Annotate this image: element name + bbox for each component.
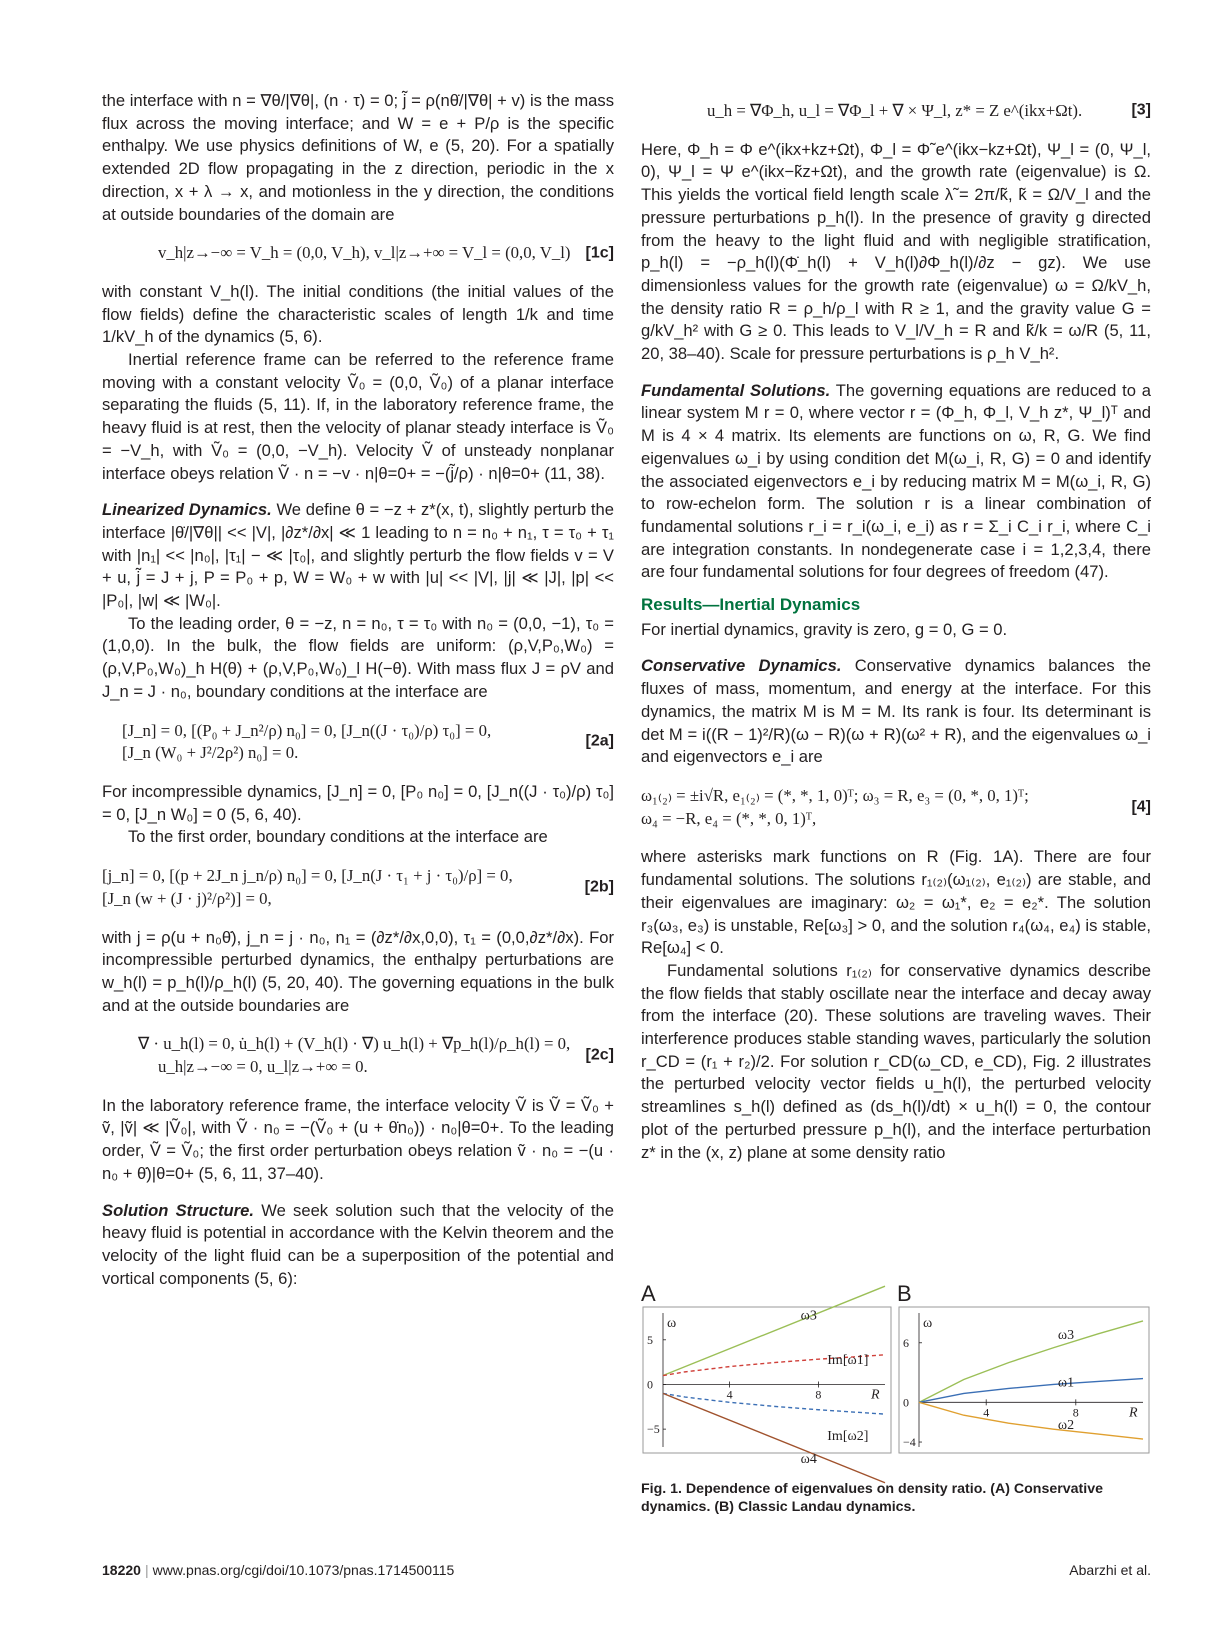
paragraph: To the first order, boundary conditions at the interface are: [128, 827, 548, 847]
x-axis-label: R: [871, 1387, 880, 1403]
figure-caption: Fig. 1. Dependence of eigenvalues on density ratio. (A) Conservative dynamics. (B) Classic Landau dynamics.: [641, 1481, 1103, 1515]
y-tick-label: 0: [647, 1377, 653, 1392]
footer-separator: |: [144, 1562, 149, 1578]
equation-line: [J_n (w + (J · j)²/ρ²)] = 0,: [102, 888, 272, 908]
equation-line: [j_n] = 0, [(p + 2J_n j_n/ρ) n₀] = 0, [J_n(J · τ₁ + j · τ₀)/ρ] = 0,: [102, 866, 513, 886]
x-tick-label: 4: [983, 1405, 990, 1420]
series-line-im2: [663, 1393, 885, 1414]
equation-tag: [2b]: [584, 878, 614, 896]
section-heading: Results—Inertial Dynamics: [641, 595, 861, 615]
run-in-heading: Conservative Dynamics.: [641, 656, 842, 676]
footer-authors: Abarzhi et al.: [1069, 1562, 1151, 1578]
x-axis-label: R: [1129, 1405, 1138, 1421]
paragraph: with constant V_h(l). The initial conditions (the initial values of the flow fields) define the characteristic scales of length 1/k and time 1/kV_h of the dynamics (5, 6).: [102, 281, 614, 347]
equation-tag: [2a]: [585, 732, 614, 750]
paragraph: the interface with n = ∇θ/|∇θ|, (n · τ) = 0; j̃ = ρ(nθ̇/|∇θ| + v) is the mass flux across the moving interface; and W = e + P/ρ is the specific enthalpy. We use physics definitions of W, e (5, 20). For a spatially extended 2D flow propagating in the z direction, periodic in the x direction, x + λ → x, and motionless in the y direction, the conditions at outside boundaries of the domain are: [102, 91, 614, 224]
paragraph: with j = ρ(u + n₀θ̇), j_n = j · n₀, n₁ = (∂z*/∂x,0,0), τ₁ = (0,0,∂z*/∂x). For incompressible perturbed dynamics, the enthalpy perturbations are w_h(l) = p_h(l)/ρ_h(l) (5, 20, 40). The governing equations in the bulk and at the outside boundaries are: [102, 927, 614, 1015]
paragraph-text: The governing equations are reduced to a linear system M r = 0, where vector r = (Φ_h, Φ_l, V_h z*, Ψ_l)ᵀ and M is 4 × 4 matrix. Its elements are functions on ω, R, G. We find eigenvalues ω_i by using condition det M(ω_i, R, G) = 0 and identify the associated eigenvectors e_i by reducing matrix M = M(ω_i, R, G) to row-echelon form. The solution r is a linear combination of fundamental solutions r_i = r_i(ω_i, e_i) as r = Σ_i C_i r_i, where C_i are integration constants. In nondegenerate case i = 1,2,3,4, there are four fundamental solutions for four degrees of freedom (47).: [641, 380, 1151, 582]
right-column: [641, 90, 1151, 1164]
series-annotation: ω2: [1057, 1418, 1075, 1434]
equation-line: [J_n (W₀ + J²/2ρ²) n₀] = 0.: [122, 743, 299, 763]
footer-url: www.pnas.org/cgi/doi/10.1073/pnas.1714500115: [152, 1562, 455, 1578]
equation-2c: [102, 1033, 614, 1078]
equation-line: u_h|z→−∞ = 0, u_l|z→+∞ = 0.: [158, 1057, 368, 1077]
paragraph-text: We define θ = −z + z*(x, t), slightly perturb the interface |θ̇/|∇θ|| << |V|, |∂z*/∂x| ≪ 1 leading to n = n₀ + n₁, τ = τ₀ + τ₁ with |n₁| << |n₀|, |τ₁| − ≪ |τ₀|, and slightly perturb the flow fields v = V + u, j̃ = J + j, P = P₀ + p, W = W₀ + w with |u| << |V|, |j| ≪ |J|, |p| << |P₀|, |w| ≪ |W₀|.: [102, 500, 614, 611]
figure-1: [641, 1281, 1151, 1468]
paragraph-text: We seek solution such that the velocity of the heavy fluid is potential in accordance with the Kelvin theorem and the velocity of the light fluid can be a superposition of the potential and vortical components (5, 6):: [102, 1200, 615, 1288]
y-axis-label: ω: [923, 1316, 933, 1331]
panel-a-label: A: [641, 1281, 656, 1306]
paragraph: [102, 1200, 614, 1291]
series-line-2: [919, 1402, 1143, 1439]
equation-line: ∇ · u_h(l) = 0, u̇_h(l) + (V_h(l) · ∇) u_h(l) + ∇p_h(l)/ρ_h(l) = 0,: [138, 1034, 571, 1054]
run-in-heading: Solution Structure.: [102, 1200, 254, 1220]
y-axis-label: ω: [667, 1316, 677, 1331]
equation-line: v_h|z→−∞ = V_h = (0,0, V_h), v_l|z→+∞ = V_l = (0,0, V_l): [158, 243, 571, 263]
x-tick-label: 4: [726, 1387, 733, 1402]
equation-2a: [102, 720, 614, 765]
panel-b-plot: [903, 1313, 1143, 1449]
run-in-heading: Linearized Dynamics.: [102, 500, 272, 520]
x-tick-label: 8: [815, 1387, 822, 1402]
equation-line: u_h = ∇Φ_h, u_l = ∇Φ_l + ∇ × Ψ_l, z* = Z e^(ikx+Ωt).: [707, 101, 1083, 120]
paragraph: Inertial reference frame can be referred to the reference frame moving with a constant velocity Ṽ₀ = (0,0, Ṽ₀) of a planar interface separating the fluids (5, 11). If, in the laboratory reference frame, the heavy fluid is at rest, then the velocity of planar steady interface is Ṽ₀ = −V_h, with Ṽ₀ = (0,0, −V_h). Velocity Ṽ of unsteady nonplanar interface obeys relation Ṽ · n = −v · n|θ=0+ = −(j̃/ρ) · n|θ=0+ (11, 38).: [102, 350, 614, 483]
y-tick-label: 5: [647, 1332, 653, 1347]
series-annotation: Im[ω2]: [827, 1428, 869, 1444]
paragraph: In the laboratory reference frame, the interface velocity Ṽ is Ṽ = Ṽ₀ + ṽ, |ṽ| ≪ |Ṽ₀|, with Ṽ · n₀ = −(Ṽ₀ + (u + θ̇n₀)) · n₀|θ=0+. To the leading order, Ṽ = Ṽ₀; the first order perturbation obeys relation ṽ · n₀ = −(u · n₀ + θ̇)|θ=0+ (5, 6, 11, 37–40).: [102, 1095, 614, 1183]
y-tick-label: −4: [903, 1435, 916, 1450]
series-annotation: ω1: [1057, 1375, 1075, 1391]
y-tick-label: 0: [903, 1395, 909, 1410]
y-tick-label: 6: [903, 1335, 909, 1350]
paragraph: where asterisks mark functions on R (Fig. 1A). There are four fundamental solutions. The solutions r₁₍₂₎(ω₁₍₂₎, e₁₍₂₎) are stable, and their eigenvalues are imaginary: ω₂ = ω₁*, e₂ = e₂*. The solution r₃(ω₃, e₃) is unstable, Re[ω₃] > 0, and the solution r₄(ω₄, e₄) is stable, Re[ω₄] < 0.: [641, 847, 1151, 958]
paragraph: For incompressible dynamics, [J_n] = 0, [P₀ n₀] = 0, [J_n((J · τ₀)/ρ) τ₀] = 0, [J_n W₀] = 0 (5, 6, 40).: [102, 781, 614, 824]
equation-tag: [1c]: [585, 244, 614, 262]
equation-4: [641, 785, 1151, 830]
page-footer: [102, 1562, 1151, 1578]
y-tick-label: −5: [647, 1422, 660, 1437]
paragraph: [641, 655, 1151, 769]
figure-1-svg: [641, 1281, 1151, 1468]
equation-3: [641, 100, 1151, 123]
series-annotation: ω4: [800, 1452, 817, 1468]
series-line-3: [919, 1321, 1143, 1402]
page-number: 18220: [102, 1562, 141, 1578]
series-annotation: ω3: [800, 1308, 817, 1324]
x-tick-label: 8: [1072, 1405, 1079, 1420]
equation-tag: [3]: [1131, 101, 1151, 119]
paragraph: [102, 499, 614, 613]
run-in-heading: Fundamental Solutions.: [641, 380, 831, 400]
series-annotation: Im[ω1]: [827, 1352, 869, 1368]
paragraph: To the leading order, θ = −z, n = n₀, τ = τ₀ with n₀ = (0,0, −1), τ₀ = (1,0,0). In the bulk, the flow fields are uniform: (ρ,V,P₀,W₀) = (ρ,V,P₀,W₀)_h H(θ) + (ρ,V,P₀,W₀)_l H(−θ). With mass flux J = ρV and J_n = J · n₀, boundary conditions at the interface are: [102, 613, 614, 701]
paragraph: [641, 380, 1151, 584]
equation-line: ω₁₍₂₎ = ±i√R, e₁₍₂₎ = (*, *, 1, 0)ᵀ; ω₃ = R, e₃ = (0, *, 0, 1)ᵀ;: [641, 785, 1029, 805]
left-column: [102, 90, 614, 1290]
paragraph: For inertial dynamics, gravity is zero, g = 0, G = 0.: [641, 619, 1008, 639]
equation-2b: [102, 865, 614, 910]
paragraph: Here, Φ_h = Φ e^(ikx+kz+Ωt), Φ_l = Φ̃ e^(ikx−kz+Ωt), Ψ_l = (0, Ψ_l, 0), Ψ_l = Ψ e^(ikx−k̃z+Ωt), and the growth rate (eigenvalue) is Ω. This yields the vortical field length scale λ̃ = 2π/k̃, k̃ = Ω/V_l and the pressure perturbations p_h(l). In the presence of gravity g directed from the heavy to the light fluid and with negligible stratification, p_h(l) = −ρ_h(l)(Φ̇_h(l) + V_h(l)∂Φ_h(l)/∂z − gz). We use dimensionless values for the growth rate (eigenvalue) ω = Ω/kV_h, the density ratio R = ρ_h/ρ_l with R ≥ 1, and the gravity value G = g/kV_h² with G ≥ 0. This leads to V_l/V_h = R and k̃/k = ω/R (5, 11, 20, 38–40). Scale for pressure perturbations is ρ_h V_h².: [641, 139, 1151, 364]
equation-line: [J_n] = 0, [(P₀ + J_n²/ρ) n₀] = 0, [J_n((J · τ₀)/ρ) τ₀] = 0,: [122, 720, 492, 740]
equation-1c: [102, 242, 614, 265]
panel-b-label: B: [897, 1281, 912, 1306]
series-line-1: [919, 1379, 1143, 1403]
paragraph-text: Conservative dynamics balances the fluxes of mass, momentum, and energy at the interface. For this dynamics, the matrix M is M = M. Its rank is four. Its determinant is det M = i((R − 1)²/R)(ω − R)(ω + R)(ω² + R), and the eigenvalues ω_i and eigenvectors e_i are: [641, 656, 1152, 767]
equation-tag: [2c]: [585, 1046, 614, 1064]
paragraph: Fundamental solutions r₁₍₂₎ for conservative dynamics describe the flow fields that stably oscillate near the interface and decay away from the interface (20). These solutions are traveling waves. Their interference produces stable standing waves, particularly the solution r_CD = (r₁ + r₂)/2. For solution r_CD(ω_CD, e_CD), Fig. 2 illustrates the perturbed velocity vector fields u_h(l), the perturbed velocity streamlines s_h(l) defined as (ds_h(l)/dt) × u_h(l) = 0, the contour plot of the perturbed pressure p_h(l), and the interface perturbation z* in the (x, z) plane at some density ratio: [641, 960, 1151, 1162]
equation-tag: [4]: [1131, 798, 1151, 816]
series-annotation: ω3: [1057, 1327, 1075, 1343]
equation-line: ω₄ = −R, e₄ = (*, *, 0, 1)ᵀ,: [641, 808, 817, 828]
